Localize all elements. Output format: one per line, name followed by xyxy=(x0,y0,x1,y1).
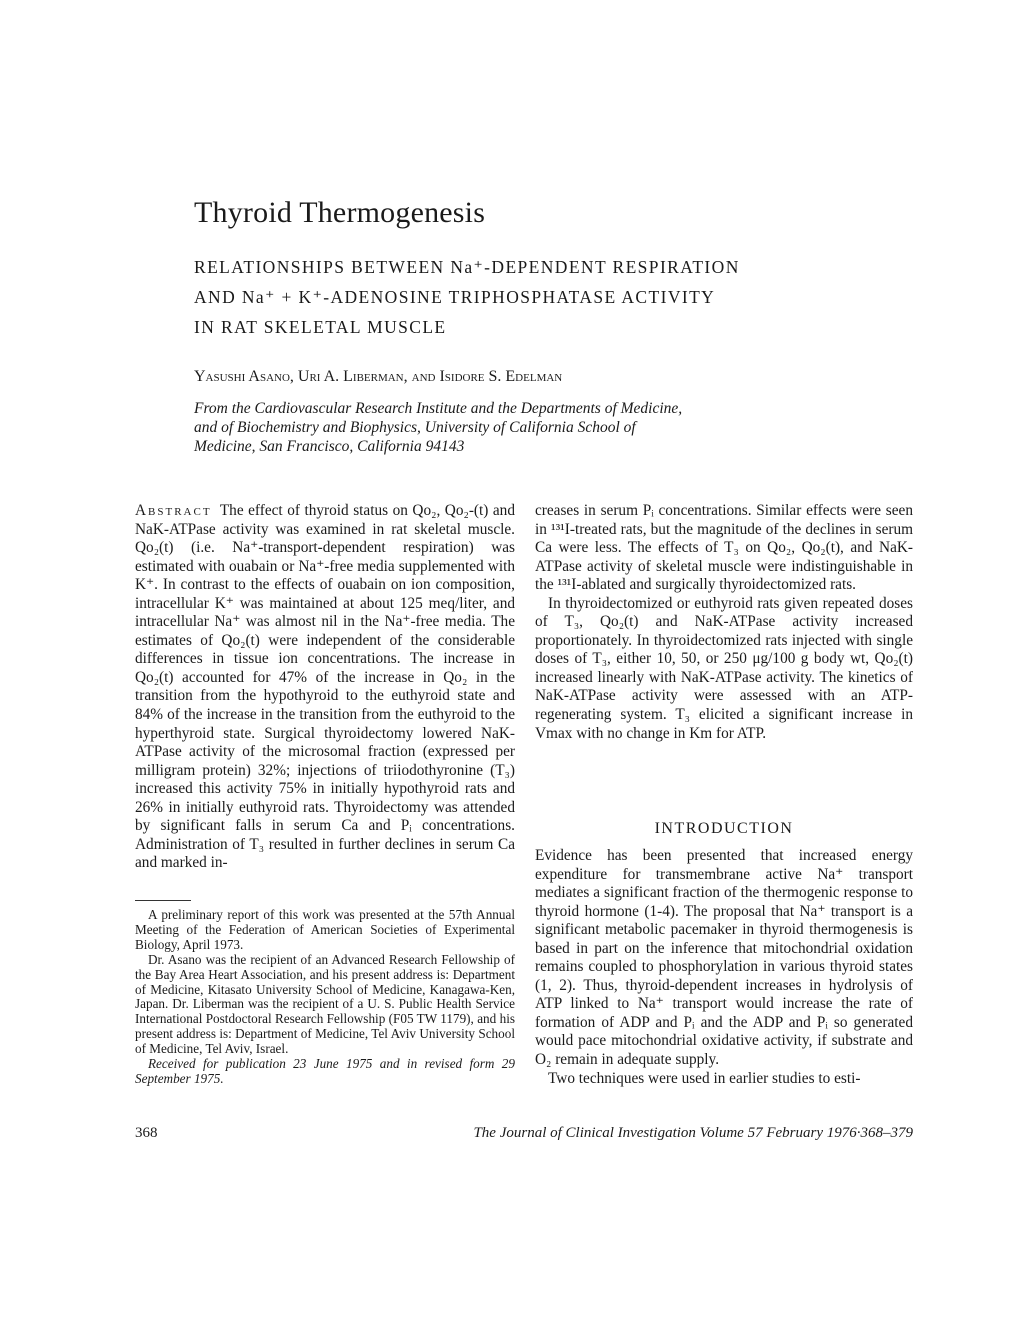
abstract-paragraph xyxy=(135,502,515,873)
abstract-continuation: creases in serum Pᵢ concentrations. Similar effects were seen in ¹³¹I-treated rats, but the magnitude of the declines in serum Ca were less. The effects of T₃ on Qo₂, Qo₂(t), and NaK-ATPase activity of skeletal muscle were indistinguishable in the ¹³¹I-ablated and surgically thyroidectomized rats. xyxy=(535,502,913,594)
abstract-left-column xyxy=(135,502,515,873)
subtitle-line-2: AND Na⁺ + K⁺-ADENOSINE TRIPHOSPHATASE ACTIVITY xyxy=(194,287,716,307)
footnote-received-dates: Received for publication 23 June 1975 and in revised form 29 September 1975. xyxy=(135,1056,515,1086)
affiliation-line-3: Medicine, San Francisco, California 94143 xyxy=(194,438,465,455)
paper-title: Thyroid Thermogenesis xyxy=(194,196,486,229)
journal-citation: The Journal of Clinical Investigation Volume 57 February 1976·368–379 xyxy=(473,1125,913,1141)
introduction-body xyxy=(535,847,913,1088)
abstract-right-column xyxy=(535,502,913,743)
author-list: Yasushi Asano, Uri A. Liberman, and Isidore S. Edelman xyxy=(194,368,563,385)
abstract-text: The effect of thyroid status on Qo₂, Qo₂-(t) and NaK-ATPase activity was examined in rat skeletal muscle. Qo₂(t) (i.e. Na⁺-transport-dependent respiration) was estimated with ouabain or Na⁺-free media supplemented with K⁺. In contrast to the effects of ouabain on ion composition, intracellular K⁺ was maintained at about 125 meq/liter, and intracellular Na⁺ was almost nil in the Na⁺-free media. The estimates of Qo₂(t) were independent of the considerable differences in tissue ion concentrations. The increase in Qo₂(t) accounted for 47% of the increase in Qo₂ in the transition from the hypothyroid to the euthyroid state and 84% of the increase in the transition from the euthyroid to the hyperthyroid state. Surgical thyroidectomy lowered NaK-ATPase activity of the microsomal fraction (expressed per milligram protein) 32%; injections of triiodothyronine (T₃) increased this activity 75% in initially hypothyroid rats and 26% in initially euthyroid rats. Thyroidectomy was attended by significant falls in serum Ca and Pᵢ concentrations. Administration of T₃ resulted in further declines in serum Ca and marked in- xyxy=(135,502,515,872)
subtitle-line-3: IN RAT SKELETAL MUSCLE xyxy=(194,317,447,337)
introduction-paragraph-1: Evidence has been presented that increased energy expenditure for transmembrane active Na⁺ transport mediates a significant fraction of the thermogenic response to thyroid hormone (1-4). The proposal that Na⁺ transport is a significant metabolic pacemaker in thyroid thermogenesis is based in part on the inference that mitochondrial oxidation remains coupled to phosphorylation in various thyroid states (1, 2). Thus, thyroid-dependent increases in hydrolysis of ATP linked to Na⁺ transport would increase the rate of formation of ADP and Pᵢ and the ADP and Pᵢ so generated would pace mitochondrial oxidative activity, if substrate and O₂ remain in adequate supply. xyxy=(535,847,913,1069)
footnotes xyxy=(135,908,515,1087)
footnote-preliminary-report: A preliminary report of this work was presented at the 57th Annual Meeting of the Federation of American Societies of Experimental Biology, April 1973. xyxy=(135,907,515,952)
subtitle-line-1: RELATIONSHIPS BETWEEN Na⁺-DEPENDENT RESPIRATION xyxy=(194,257,740,277)
footnote-rule xyxy=(135,900,191,901)
abstract-label: Abstract xyxy=(135,502,212,519)
abstract-paragraph-2: In thyroidectomized or euthyroid rats given repeated doses of T₃, Qo₂(t) and NaK-ATPase activity increased proportionately. In thyroidectomized rats injected with single doses of T₃, either 10, 50, or 250 μg/100 g body wt, Qo₂(t) increased linearly with NaK-ATPase activity. The kinetics of NaK-ATPase activity were assessed with an ATP-regenerating system. T₃ elicited a significant increase in Vmax with no change in Km for ATP. xyxy=(535,594,913,742)
page-number: 368 xyxy=(135,1125,158,1141)
affiliation-line-1: From the Cardiovascular Research Institute and the Departments of Medicine, xyxy=(194,400,683,417)
affiliation-line-2: and of Biochemistry and Biophysics, University of California School of xyxy=(194,419,636,436)
introduction-paragraph-2: Two techniques were used in earlier studies to esti- xyxy=(548,1069,861,1087)
introduction-heading: INTRODUCTION xyxy=(654,820,794,837)
footnote-author-addresses: Dr. Asano was the recipient of an Advanced Research Fellowship of the Bay Area Heart Association, and his present address is: Department of Medicine, Kitasato University School of Medicine, Kanagawa-Ken, Japan. Dr. Liberman was the recipient of a U. S. Public Health Service International Postdoctoral Research Fellowship (F05 TW 1179), and his present address is: Department of Medicine, Tel Aviv University School of Medicine, Tel Aviv, Israel. xyxy=(135,951,515,1057)
